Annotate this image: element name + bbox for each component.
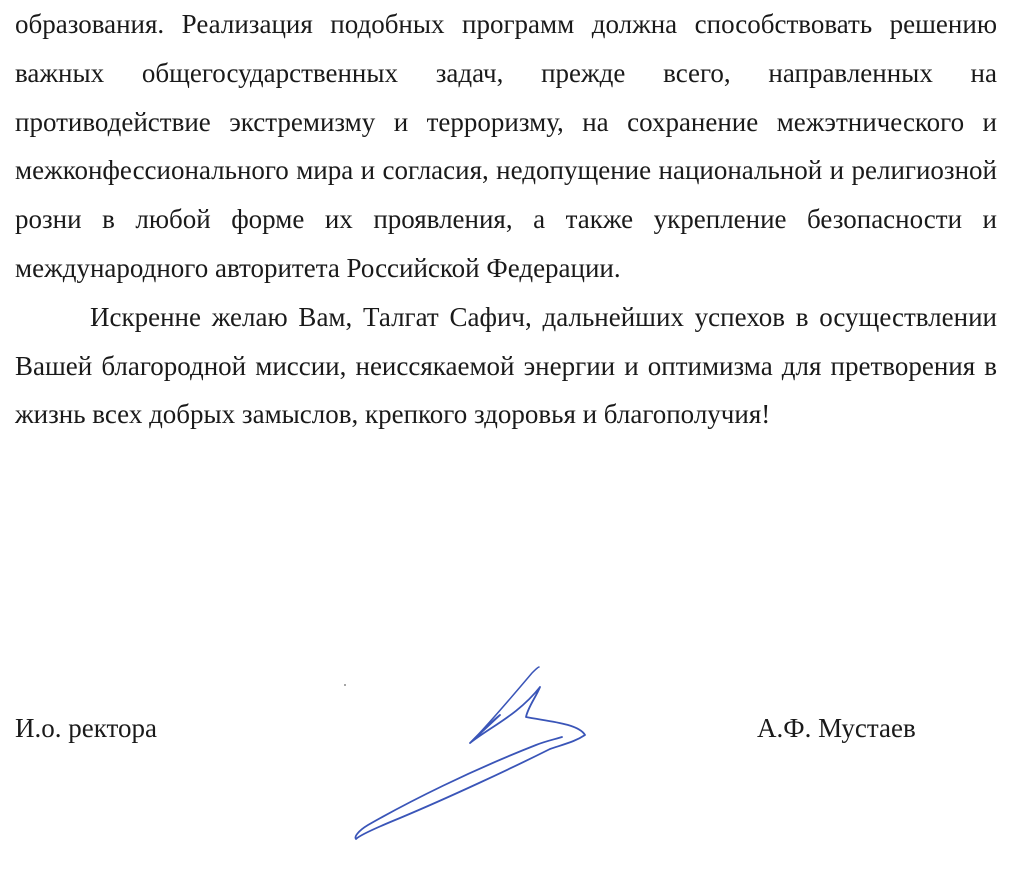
paragraph-1: образования. Реализация подобных программ должна способствовать решению важных общегосударственных задач, прежде всего, направленных на противодействие экстремизму и терроризму, на сохранение межэтнического и межконфессионального мира и согласия, недопущение национальной и религиозной розни в любой форме их проявления, а также укрепление безопасности и международного авторитета Российской Федерации. (15, 9, 997, 283)
paragraph-2: Искренне желаю Вам, Талгат Сафич, дальнейших успехов в осуществлении Вашей благородной миссии, неиссякаемой энергии и оптимизма для претворения в жизнь всех добрых замыслов, крепкого здоровья и благополучия! (15, 301, 997, 430)
handwritten-signature (340, 655, 600, 855)
letter-body (15, 0, 997, 439)
paper-speck (344, 684, 346, 686)
signature-stroke-main (356, 687, 586, 839)
signer-position: И.о. ректора (15, 713, 157, 743)
signer-name: А.Ф. Мустаев (757, 713, 916, 743)
signature-stroke-upstroke (472, 667, 539, 741)
